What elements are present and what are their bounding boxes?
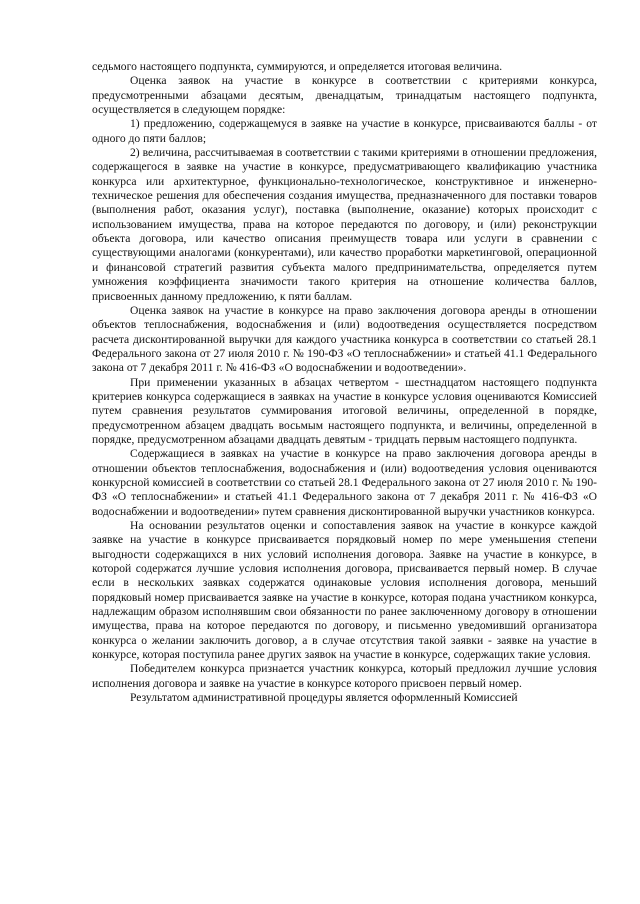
paragraph-1: седьмого настоящего подпункта, суммируются, и определяется итоговая величина. [92, 60, 503, 73]
paragraph-5: Оценка заявок на участие в конкурсе на право заключения договора аренды в отношении объектов теплоснабжения, водоснабжения и (или) водоотведения осуществляется посредством расчета дисконтированной выручки для каждого участника конкурса в соответствии со статьей 28.1 Федерального закона от 27 июля 2010 г. № 190-ФЗ «О теплоснабжении» и статьей 41.1 Федерального закона от 7 декабря 2011 г. № 416-ФЗ «О водоснабжении и водоотведении». [92, 303, 597, 375]
paragraph-8: На основании результатов оценки и сопоставления заявок на участие в конкурсе каждой заявке на участие в конкурсе присваивается порядковый номер по мере уменьшения степени выгодности содержащихся в них условий исполнения договора. Заявке на участие в конкурсе, в которой содержатся лучшие условия исполнения договора, присваивается первый номер. В случае если в нескольких заявках содержатся одинаковые условия исполнения договора, меньший порядковый номер присваивается заявке на участие в конкурсе, которая подана участником конкурса, надлежащим образом исполнявшим свои обязанности по ранее заключенному договору в отношении имущества, права на которое передаются по договору, и письменно уведомивший организатора конкурса о желании заключить договор, а в случае отсутствия такой заявки - заявке на участие в конкурсе, которая поступила ранее других заявок на участие в конкурсе, содержащих такие условия. [92, 519, 597, 662]
paragraph-7: Содержащиеся в заявках на участие в конкурсе на право заключения договора аренды в отношении объектов теплоснабжения, водоснабжения и (или) водоотведения условия оцениваются конкурсной комиссией в соответствии со статьей 28.1 Федерального закона от 27 июля 2010 г. № 190-ФЗ «О теплоснабжении» и статьей 41.1 Федерального закона от 7 декабря 2011 г. № 416-ФЗ «О водоснабжении и водоотведении» путем сравнения дисконтированной выручки участников конкурса. [92, 447, 597, 518]
paragraph-3: 1) предложению, содержащемуся в заявке на участие в конкурсе, присваиваются баллы - от одного до пяти баллов; [92, 117, 597, 145]
document-page [92, 60, 597, 705]
paragraph-10: Результатом административной процедуры является оформленный Комиссией [130, 691, 518, 705]
paragraph-2: Оценка заявок на участие в конкурсе в соответствии с критериями конкурса, предусмотренными абзацами десятым, двенадцатым, тринадцатым настоящего подпункта, осуществляется в следующем порядке: [92, 74, 597, 117]
paragraph-9: Победителем конкурса признается участник конкурса, который предложил лучшие условия исполнения договора и заявке на участие в конкурсе которого присвоен первый номер. [92, 662, 597, 690]
paragraph-6: При применении указанных в абзацах четвертом - шестнадцатом настоящего подпункта критериев конкурса содержащиеся в заявках на участие в конкурсе условия оцениваются Комиссией путем сравнения результатов суммирования итоговой величины, определенной в порядке, предусмотренном абзацем двадцать восьмым настоящего подпункта, и величины, определенной в порядке, предусмотренном абзацами двадцать девятым - тридцать первым настоящего подпункта. [92, 375, 597, 446]
paragraph-4: 2) величина, рассчитываемая в соответствии с такими критериями в отношении предложения, содержащегося в заявке на участие в конкурсе, предусматривающего квалификацию участника конкурса или архитектурное, функционально-технологическое, конструктивное и инженерно-техническое решения для обеспечения создания имущества, предназначенного для поставки товаров (выполнения работ, оказания услуг), поставка (выполнение, оказание) которых происходит с использованием имущества, права на которое передаются по договору, и (или) реконструкции объекта договора, или качество описания преимуществ товара или услуги в сравнении с существующими аналогами (конкурентами), или качество проработки маркетинговой, операционной и финансовой стратегий развития субъекта малого предпринимательства, определяется путем умножения коэффициента значимости такого критерия на отношение количества баллов, присвоенных данному предложению, к пяти баллам. [92, 146, 597, 303]
